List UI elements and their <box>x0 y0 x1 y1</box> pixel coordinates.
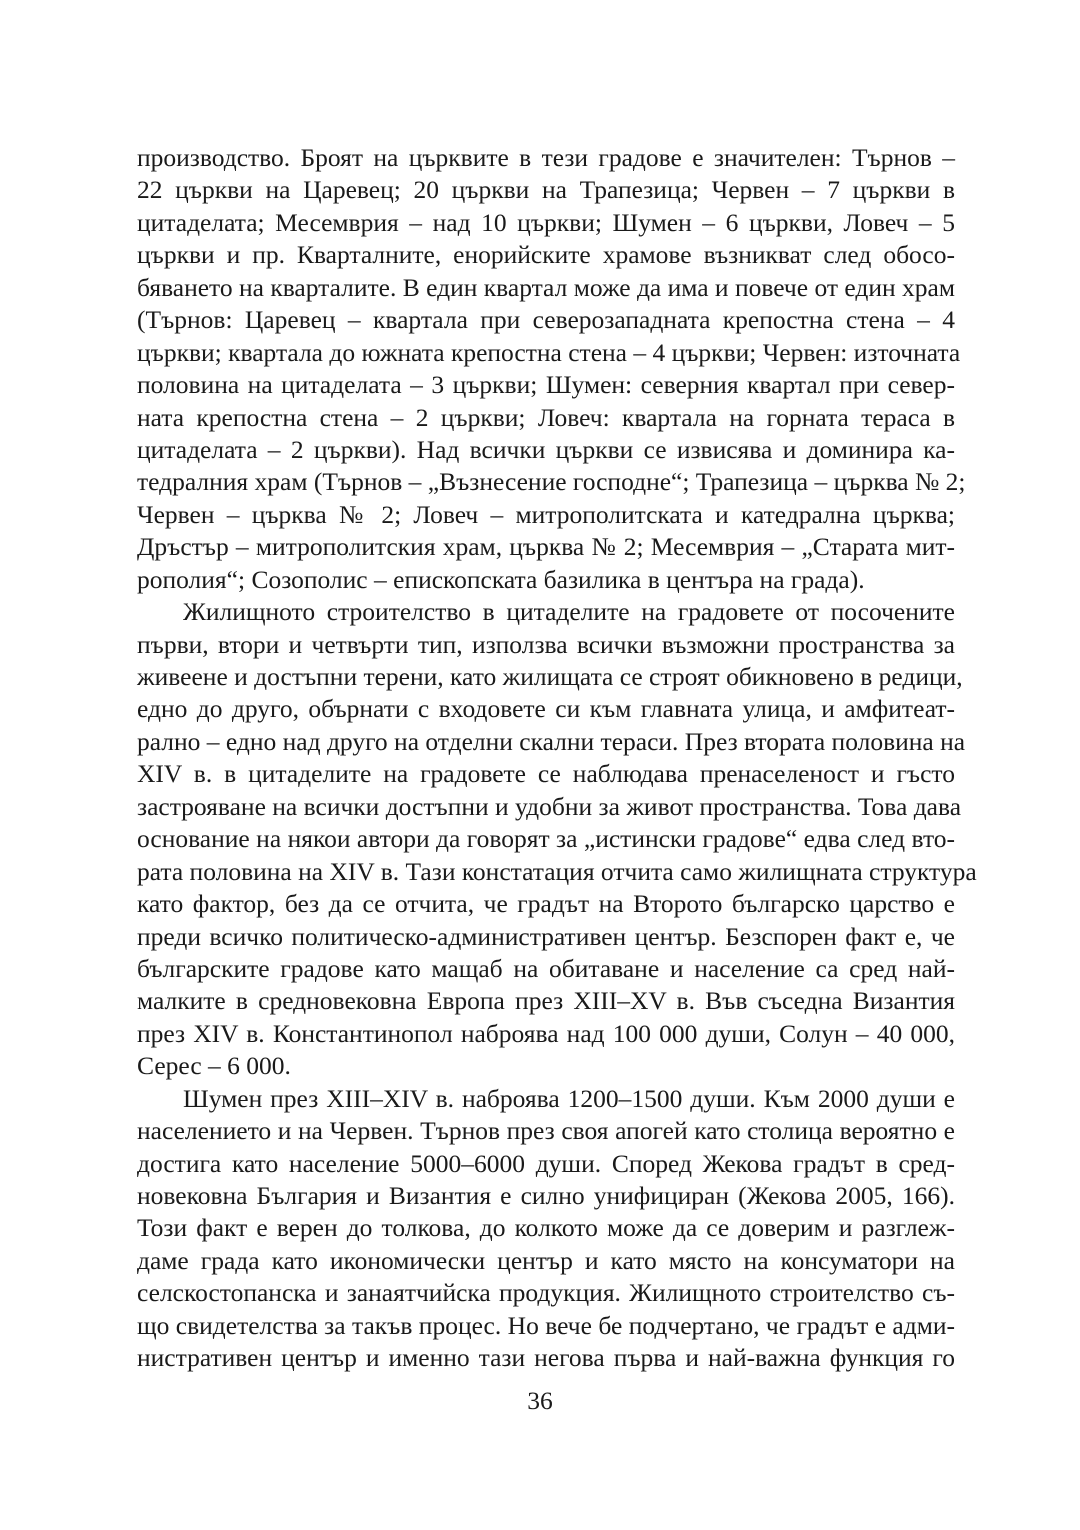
text-line: 22 църкви на Царевец; 20 църкви на Трапезица; Червен – 7 църкви в <box>137 175 955 205</box>
text-line: Жилищното строителство в цитаделите на градовете от посочените <box>183 597 955 627</box>
text-line: селскостопанска и занаятчийска продукция. Жилищното строителство съ- <box>137 1278 955 1308</box>
paragraph-1 <box>137 142 966 596</box>
page-body <box>137 142 977 1375</box>
text-line: като фактор, без да се отчита, че градът на Второто българско царство е <box>137 889 955 919</box>
text-line: новековна България и Византия е силно унифициран (Жекова 2005, 166). <box>137 1181 955 1210</box>
text-line: населението и на Червен. Търнов през своя апогей като столица вероятно е <box>137 1116 955 1146</box>
text-line: рално – едно над друго на отделни скални тераси. През втората половина на <box>137 726 966 756</box>
text-line: първи, втори и четвърти тип, използва всички възможни пространства за <box>137 629 955 659</box>
text-line: достига като население 5000–6000 души. Според Жекова градът в сред- <box>137 1148 955 1178</box>
text-line: малките в средновековна Европа през XIII–XV в. Във съседна Византия <box>137 986 955 1016</box>
text-line: що свидетелства за такъв процес. Но вече бе подчертано, че градът е адми- <box>137 1310 955 1340</box>
text-line: църкви; квартала до южната крепостна стена – 4 църкви; Червен: източната <box>137 337 961 367</box>
text-line: даме града като икономически център и като място на консуматори на <box>137 1245 955 1275</box>
text-line: Червен – църква № 2; Ловеч – митрополитската и катедрална църква; <box>137 499 955 529</box>
text-line: Дръстър – митрополитския храм, църква № 2; Месемврия – „Старата мит- <box>137 532 955 562</box>
text-line: живеене и достъпни терени, като жилищата се строят обикновено в редици, <box>137 662 963 691</box>
text-line: бяването на кварталите. В един квартал може да има и повече от един храм <box>137 272 955 302</box>
text-line: Този факт е верен до толкова, до колкото може да се доверим и разглеж- <box>137 1213 955 1243</box>
text-line: основание на някои автори да говорят за „истински градове“ едва след вто- <box>137 824 955 854</box>
paragraph-3 <box>137 1083 955 1375</box>
text-line: рополия“; Созополис – епископската базилика в центъра на града). <box>137 564 865 594</box>
text-line: Серес – 6 000. <box>137 1051 291 1081</box>
text-line: застрояване на всички достъпни и удобни за живот пространства. Това дава <box>137 791 962 821</box>
page-number: 36 <box>527 1386 553 1415</box>
text-line: българските градове като мащаб на обитаване и население са сред най- <box>137 953 955 983</box>
text-line: рата половина на XIV в. Тази констатация отчита само жилищната структура <box>137 856 977 886</box>
text-line: Шумен през XIII–XIV в. наброява 1200–1500 души. Към 2000 души е <box>183 1083 955 1113</box>
text-line: преди всичко политическо-административен център. Безспорен факт е, че <box>137 921 955 951</box>
text-line: цитаделата – 2 църкви). Над всички църкви се извисява и доминира ка- <box>137 434 955 464</box>
text-line: през XIV в. Константинопол наброява над 100 000 души, Солун – 40 000, <box>137 1018 955 1048</box>
text-line: тедралния храм (Търнов – „Възнесение господне“; Трапезица – църква № 2; <box>137 467 966 497</box>
text-line: църкви и пр. Кварталните, енорийските храмове възникват след обосо- <box>137 240 955 270</box>
text-line: (Търнов: Царевец – квартала при северозападната крепостна стена – 4 <box>137 305 955 335</box>
text-line: цитаделата; Месемврия – над 10 църкви; Шумен – 6 църкви, Ловеч – 5 <box>137 207 955 237</box>
text-line: производство. Броят на църквите в тези градове е значителен: Търнов – <box>137 143 955 172</box>
text-line: едно до друго, обърнати с входовете си към главната улица, и амфитеат- <box>137 694 955 724</box>
text-line: нистративен център и именно тази негова първа и най-важна функция го <box>137 1343 955 1373</box>
text-line: ната крепостна стена – 2 църкви; Ловеч: квартала на горната тераса в <box>137 402 955 432</box>
text-line: XIV в. в цитаделите на градовете се наблюдава пренаселеност и гъсто <box>137 759 955 789</box>
paragraph-2 <box>137 596 977 1083</box>
text-line: половина на цитаделата – 3 църкви; Шумен: северния квартал при север- <box>137 370 955 400</box>
